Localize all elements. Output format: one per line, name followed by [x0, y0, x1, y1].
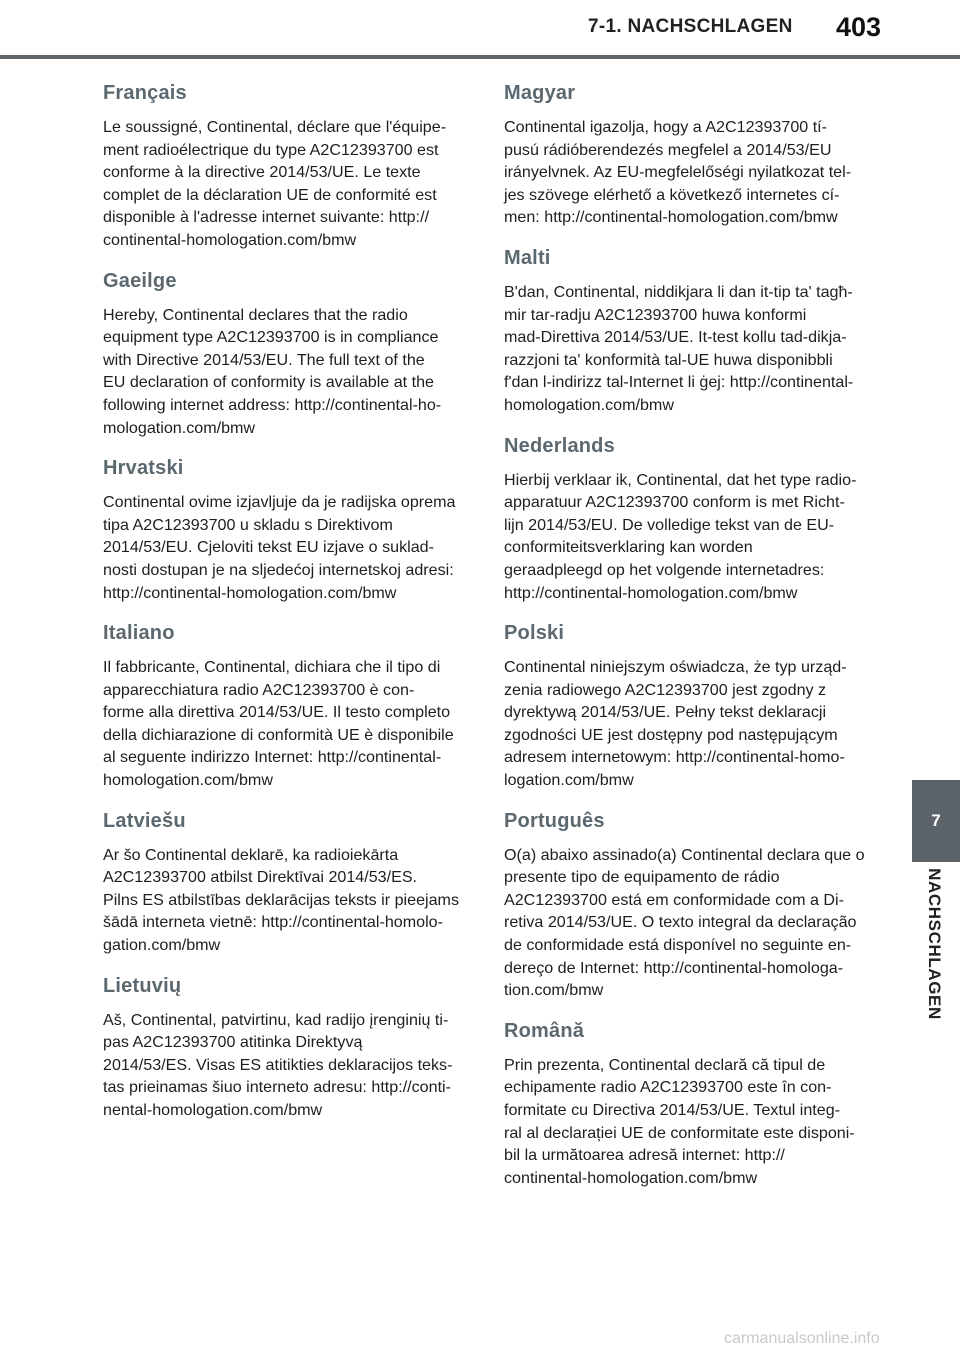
left-column [103, 78, 465, 1136]
chapter-side-label [911, 868, 957, 1020]
section-nederlands [504, 431, 869, 605]
chapter-number: 7 [931, 811, 941, 830]
section-heading: Polski [504, 622, 565, 645]
chapter-tab [912, 780, 960, 862]
section-romana [504, 1016, 869, 1190]
section-heading: Malti [504, 246, 551, 269]
section-text: Prin prezenta, Continental declară că tipul de echipamente radio A2C12393700 este în con- formitate cu Directiva 2014/53/UE. Textul integ- ral al declarației UE de conformitate este disponi- bil la următoarea adresă internet: http:// continental-homologation.com/bmw [504, 1055, 855, 1187]
section-text: Ar šo Continental deklarē, ka radioiekārta A2C12393700 atbilst Direktīvai 2014/53/ES. Pilns ES atbilstības deklarācijas teksts ir pieejams šādā interneta vietnē: http://continental-homolo- gation.com/bmw [103, 845, 459, 955]
section-text: Continental igazolja, hogy a A2C12393700 tí- pusú rádióberendezés megfelel a 2014/53/EU irányelvnek. Az EU-megfelelőségi nyilatkozat tel- jes szövege elérhető a következő internetes cí- men: http://continental-homologation.com/bmw [504, 118, 852, 227]
page-number: 403 [836, 12, 882, 42]
chapter-title: 7-1. NACHSCHLAGEN [588, 16, 793, 37]
section-text: B'dan, Continental, niddikjara li dan it-tip ta' tagħ- mir tar-radju A2C12393700 huwa konformi mad-Direttiva 2014/53/UE. It-test kollu tad-dikja- razzjoni ta' konformità tal-UE huwa disponibbli f'dan l-indirizz tal-Internet li ġej: http://continental- homologation.com/bmw [504, 282, 854, 414]
section-italiano [103, 618, 465, 792]
section-text: Continental ovime izjavljuje da je radijska oprema tipa A2C12393700 u skladu s Direktivom 2014/53/EU. Cjeloviti tekst EU izjave o suklad- nosti dostupan je na sljedećoj internetskoj adresi: http://continental-homologation.com/bmw [103, 493, 456, 602]
watermark: carmanualsonline.info [724, 1330, 880, 1347]
section-text: Le soussigné, Continental, déclare que l'équipe- ment radioélectrique du type A2C12393700 est conforme à la directive 2014/53/UE. Le texte complet de la déclaration UE de conformité est disponible à l'adresse internet suivante: http:// continental-homologation.com/bmw [103, 118, 447, 249]
section-heading: Nederlands [504, 434, 615, 457]
section-text: Continental niniejszym oświadcza, że typ urząd- zenia radiowego A2C12393700 jest zgodny z dyrektywą 2014/53/UE. Pełny tekst deklaracji zgodności UE jest dostępny pod następującym adresem internetowym: http://continental-homo- logation.com/bmw [504, 658, 847, 790]
right-column [504, 78, 869, 1203]
header-divider [0, 55, 960, 59]
section-polski [504, 618, 869, 792]
section-text: O(a) abaixo assinado(a) Continental declara que o presente tipo de equipamento de rádio [504, 845, 865, 887]
chapter-label-text: NACHSCHLAGEN [925, 868, 945, 1020]
section-gaeilge [103, 266, 465, 440]
section-heading: Português [504, 809, 605, 832]
section-heading: Magyar [504, 82, 576, 104]
section-latviesu [103, 806, 465, 957]
section-heading: Română [504, 1019, 585, 1042]
section-heading: Latviešu [103, 809, 186, 832]
section-heading: Italiano [103, 622, 175, 645]
section-heading: Gaeilge [103, 269, 177, 292]
section-francais [103, 78, 465, 252]
section-text: Il fabbricante, Continental, dichiara che il tipo di apparecchiatura radio A2C12393700 è con- forme alla direttiva 2014/53/UE. Il testo completo della dichiarazione di conformità UE è disponibile al seguente indirizzo Internet: http://continental- homologation.com/bmw [103, 658, 454, 790]
section-text: Hierbij verklaar ik, Continental, dat het type radio- apparatuur A2C12393700 conform is met Richt- lijn 2014/53/EU. De volledige tekst van de EU- conformiteitsverklaring kan worden geraadpleegd op het volgende internetadres: http://continental-homologation.com/bmw [504, 470, 857, 602]
section-hrvatski [103, 453, 465, 604]
section-magyar [504, 78, 869, 229]
section-text: Hereby, Continental declares that the radio equipment type A2C12393700 is in compliance with Directive 2014/53/EU. The full text of the EU declaration of conformity is available at the following internet address: http://continental-ho- mologation.com/bmw [103, 305, 442, 437]
section-heading: Français [103, 82, 187, 104]
section-heading: Hrvatski [103, 457, 184, 480]
section-text: Aš, Continental, patvirtinu, kad radijo įrenginių ti- pas A2C12393700 atitinka Direktyvą 2014/53/ES. Visas ES atitikties deklaracijos teks- tas prieinamas šiuo interneto adresu: http://conti- nental-homologation.com/bmw [103, 1010, 453, 1119]
section-text: A2C12393700 está em conformidade com a Di- retiva 2014/53/UE. O texto integral da declaração de conformidade está disponível no seguinte en- dereço de Internet: http://continental-homologa- tion.com/bmw [504, 890, 857, 1000]
section-lietuviu [103, 971, 465, 1122]
section-malti [504, 243, 869, 417]
section-portugues [504, 806, 869, 1002]
section-heading: Lietuvių [103, 974, 182, 997]
